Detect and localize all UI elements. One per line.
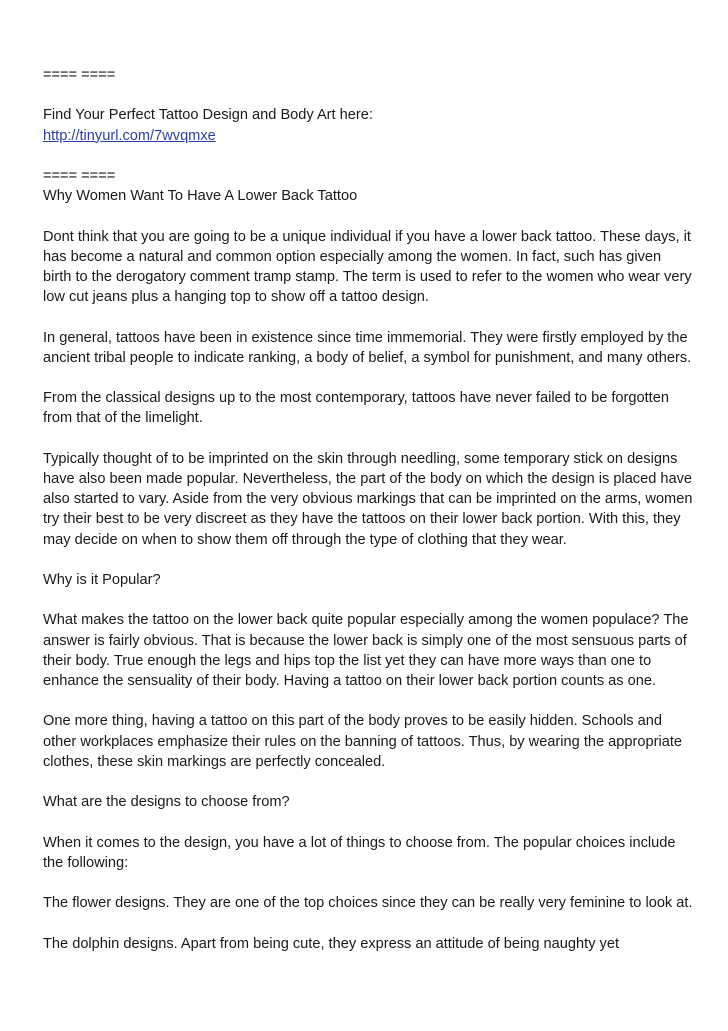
paragraph: The flower designs. They are one of the top choices since they can be really very feminine to look at. <box>43 895 693 912</box>
promo-text: Find Your Perfect Tattoo Design and Body Art here: <box>43 107 373 124</box>
paragraph: The dolphin designs. Apart from being cute, they express an attitude of being naughty yet <box>43 935 620 952</box>
article-title: Why Women Want To Have A Lower Back Tattoo <box>43 188 358 205</box>
document-page <box>43 65 693 954</box>
separator-top: ==== ==== <box>43 67 116 83</box>
paragraph: From the classical designs up to the most contemporary, tattoos have never failed to be forgotten from that of the limelight. <box>43 390 669 427</box>
paragraph: One more thing, having a tattoo on this part of the body proves to be easily hidden. Schools and other workplaces emphasize their rules on the banning of tattoos. Thus, by wearing the appropriate clothes, these skin markings are perfectly concealed. <box>43 713 682 770</box>
paragraph: Typically thought of to be imprinted on the skin through needling, some temporary stick on designs have also been made popular. Nevertheless, the part of the body on which the design is placed have also started to vary. Aside from the very obvious markings that can be imprinted on the arms, women try their best to be very discreet as they have the tattoos on their lower back portion. With this, they may decide on when to show them off through the type of clothing that they wear. <box>43 450 693 548</box>
paragraph: In general, tattoos have been in existence since time immemorial. They were firstly employed by the ancient tribal people to indicate ranking, a body of belief, a symbol for punishment, and many others. <box>43 329 692 366</box>
separator-bottom: ==== ==== <box>43 167 116 184</box>
paragraph: What makes the tattoo on the lower back quite popular especially among the women populace? The answer is fairly obvious. That is because the lower back is simply one of the most sensuous parts of their body. True enough the legs and hips top the list yet they can have more ways than one to enhance the sensuality of their body. Having a tattoo on their lower back portion counts as one. <box>43 612 689 689</box>
section-heading: What are the designs to choose from? <box>43 794 290 811</box>
promo-link[interactable]: http://tinyurl.com/7wvqmxe <box>43 127 216 144</box>
paragraph: Dont think that you are going to be a unique individual if you have a lower back tattoo. These days, it has become a natural and common option especially among the women. In fact, such has given birth to the derogatory comment tramp stamp. The term is used to refer to the women who wear very low cut jeans plus a hanging top to show off a tattoo design. <box>43 228 692 306</box>
paragraph: When it comes to the design, you have a lot of things to choose from. The popular choices include the following: <box>43 834 676 871</box>
section-heading: Why is it Popular? <box>43 571 161 588</box>
